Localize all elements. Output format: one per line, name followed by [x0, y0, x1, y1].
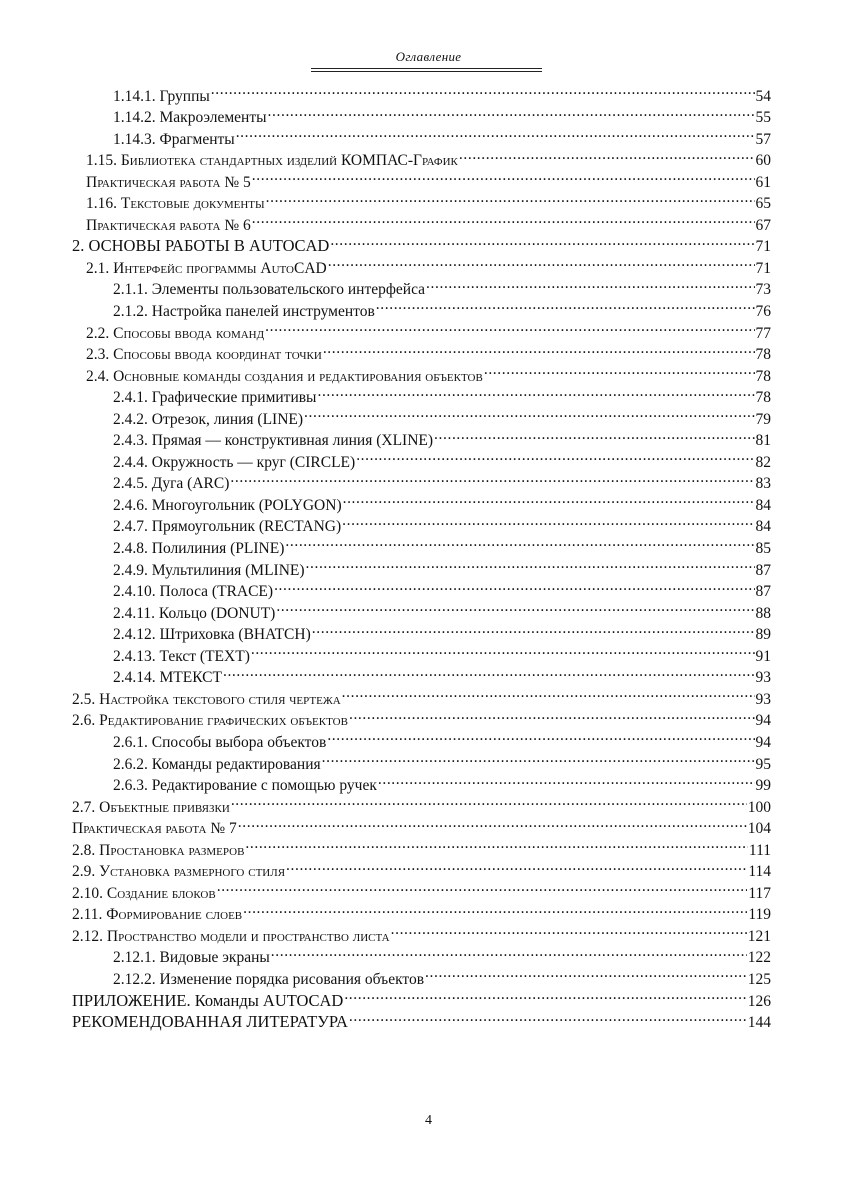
- toc-entry: [113, 575, 771, 601]
- toc-entry: [86, 359, 771, 385]
- toc-entry-title: Практическая работа № 5: [86, 173, 251, 191]
- toc-entry-title: 2.4. Основные команды создания и редактирования объектов: [86, 367, 483, 385]
- dot-leader: [459, 144, 755, 166]
- dot-leader: [343, 488, 755, 510]
- toc-entry-page: 77: [755, 324, 771, 342]
- toc-entry: [86, 316, 771, 342]
- dot-leader: [266, 187, 755, 209]
- toc-entry: [113, 79, 771, 105]
- dot-leader: [230, 467, 754, 489]
- dot-leader: [342, 510, 754, 532]
- toc-entry-title: 2.12.1. Видовые экраны: [113, 949, 270, 967]
- toc-entry-title: 2.2. Способы ввода команд: [86, 324, 265, 342]
- toc-entry-title: 2.6.2. Команды редактирования: [113, 755, 321, 773]
- toc-entry-title: 2.1. Интерфейс программы AutoCAD: [86, 259, 327, 277]
- toc-entry-page: 73: [755, 281, 771, 299]
- toc-entry-page: 122: [747, 949, 771, 967]
- dot-leader: [285, 531, 754, 553]
- page-number: 4: [425, 1113, 432, 1128]
- toc-entry: [86, 251, 771, 277]
- toc-entry-title: 2.4.11. Кольцо (DONUT): [113, 604, 276, 622]
- toc-entry-title: 2.4.5. Дуга (ARC): [113, 475, 230, 493]
- toc-entry-title: 2.6.1. Способы выбора объектов: [113, 733, 327, 751]
- toc-entry: [72, 855, 771, 881]
- dot-leader: [356, 445, 754, 467]
- toc-entry-title: 2.5. Настройка текстового стиля чертежа: [72, 690, 341, 708]
- toc-entry-page: 79: [755, 410, 771, 428]
- dot-leader: [238, 812, 747, 834]
- toc-entry: [86, 187, 771, 213]
- toc-entry-page: 104: [747, 820, 771, 838]
- dot-leader: [304, 402, 754, 424]
- toc-entry-page: 100: [747, 798, 771, 816]
- dot-leader: [223, 661, 755, 683]
- toc-entry-page: 67: [755, 216, 771, 234]
- toc-entry-page: 94: [755, 733, 771, 751]
- toc-entry: [113, 725, 771, 751]
- toc-entry: [113, 618, 771, 644]
- dot-leader: [231, 790, 747, 812]
- toc-entry: [113, 101, 771, 127]
- toc-entry-title: 2.4.13. Текст (TEXT): [113, 647, 250, 665]
- toc-entry-page: 71: [755, 259, 771, 277]
- toc-entry-title: Практическая работа № 6: [86, 216, 251, 234]
- toc-entry-page: 144: [747, 1014, 771, 1032]
- toc-entry-title: 2.12. Пространство модели и пространство листа: [72, 927, 390, 945]
- toc-entry-page: 84: [755, 496, 771, 514]
- toc-entry-title: 2.1.1. Элементы пользовательского интерфейса: [113, 281, 426, 299]
- toc-entry: [113, 747, 771, 773]
- dot-leader: [327, 725, 754, 747]
- toc-entry-title: 2.9. Установка размерного стиля: [72, 863, 286, 881]
- toc-entry-page: 99: [755, 777, 771, 795]
- toc-entry-title: 2.6.3. Редактирование с помощью ручек: [113, 777, 377, 795]
- dot-leader: [251, 639, 755, 661]
- toc-entry-page: 78: [755, 389, 771, 407]
- toc-entry-title: 2.11. Формирование слоев: [72, 906, 243, 924]
- dot-leader: [378, 769, 755, 791]
- toc-entry-page: 84: [755, 518, 771, 536]
- toc-entry-page: 83: [755, 475, 771, 493]
- toc-entry: [86, 144, 771, 170]
- toc-entry: [72, 790, 771, 816]
- toc-entry-page: 111: [748, 841, 771, 859]
- dot-leader: [265, 316, 754, 338]
- dot-leader: [276, 596, 754, 618]
- header-rule: [311, 68, 542, 69]
- toc-entry-page: 91: [755, 647, 771, 665]
- dot-leader: [391, 919, 747, 941]
- toc-entry-page: 95: [755, 755, 771, 773]
- toc-entry-page: 78: [755, 367, 771, 385]
- toc-entry: [113, 941, 771, 967]
- toc-entry-title: РЕКОМЕНДОВАННАЯ ЛИТЕРАТУРА: [72, 1012, 348, 1032]
- toc-entry: [86, 165, 771, 191]
- toc-entry-page: 94: [755, 712, 771, 730]
- toc-entry-title: 2.4.14. МТЕКСТ: [113, 669, 222, 687]
- toc-entry-page: 55: [755, 109, 771, 127]
- toc-entry: [86, 208, 771, 234]
- toc-entry-title: 1.14.3. Фрагменты: [113, 130, 235, 148]
- toc-entry: [113, 445, 771, 471]
- toc-entry: [113, 769, 771, 795]
- dot-leader: [271, 941, 747, 963]
- toc-entry-title: 2.8. Простановка размеров: [72, 841, 245, 859]
- dot-leader: [252, 165, 755, 187]
- toc-entry: [72, 1006, 771, 1032]
- toc-entry-page: 89: [755, 626, 771, 644]
- toc-entry-title: 2.7. Объектные привязки: [72, 798, 230, 816]
- toc-entry-page: 57: [755, 130, 771, 148]
- dot-leader: [306, 553, 755, 575]
- toc-entry-page: 81: [755, 432, 771, 450]
- toc-entry-page: 54: [755, 87, 771, 105]
- toc-entry-page: 93: [755, 690, 771, 708]
- toc-entry: [86, 338, 771, 364]
- toc-entry: [113, 381, 771, 407]
- toc-entry-title: 2.4.3. Прямая — конструктивная линия (XLINE): [113, 432, 434, 450]
- toc-entry-title: 1.14.2. Макроэлементы: [113, 109, 267, 127]
- toc-entry-page: 126: [747, 992, 771, 1010]
- dot-leader: [342, 682, 755, 704]
- toc-entry-title: 2.4.1. Графические примитивы: [113, 389, 317, 407]
- toc-entry-title: 1.14.1. Группы: [113, 87, 210, 105]
- dot-leader: [376, 294, 755, 316]
- dot-leader: [245, 833, 747, 855]
- toc-entry: [113, 294, 771, 321]
- dot-leader: [317, 381, 754, 403]
- dot-leader: [268, 101, 755, 123]
- toc-entry: [72, 704, 771, 730]
- dot-leader: [322, 747, 755, 769]
- toc-entry: [113, 962, 771, 988]
- toc-entry-page: 76: [755, 303, 771, 321]
- toc-entry-title: 2.6. Редактирование графических объектов: [72, 712, 348, 730]
- toc-entry: [72, 833, 771, 859]
- dot-leader: [211, 79, 755, 101]
- toc-entry-title: ПРИЛОЖЕНИЕ. Команды AUTOCAD: [72, 990, 344, 1010]
- dot-leader: [425, 962, 747, 984]
- toc-entry-title: 2.3. Способы ввода координат точки: [86, 346, 322, 364]
- toc-entry-title: 2.4.2. Отрезок, линия (LINE): [113, 410, 304, 428]
- toc-entry: [113, 488, 771, 514]
- toc-entry: [113, 531, 771, 558]
- toc-entry-page: 71: [755, 238, 771, 256]
- dot-leader: [349, 704, 755, 726]
- dot-leader: [252, 208, 755, 230]
- header-rule-lower: [311, 71, 542, 72]
- toc-entry: [113, 553, 771, 579]
- toc-entry-title: 1.16. Текстовые документы: [86, 195, 265, 213]
- dot-leader: [484, 359, 755, 381]
- table-of-contents: [0, 79, 857, 1032]
- header-title: Оглавление: [395, 49, 462, 64]
- toc-entry-title: 2.12.2. Изменение порядка рисования объектов: [113, 970, 425, 988]
- toc-entry: [72, 876, 771, 902]
- toc-entry-page: 87: [755, 561, 771, 579]
- toc-entry-title: 2.4.8. Полилиния (PLINE): [113, 540, 285, 558]
- toc-entry-page: 60: [755, 152, 771, 170]
- toc-entry-title: 2.4.9. Мультилиния (MLINE): [113, 561, 305, 579]
- toc-entry-title: 2.4.12. Штриховка (BHATCH): [113, 626, 311, 644]
- toc-entry: [72, 898, 771, 924]
- toc-entry-title: Практическая работа № 7: [72, 820, 237, 838]
- dot-leader: [236, 122, 755, 144]
- toc-entry: [113, 596, 771, 622]
- dot-leader: [344, 984, 746, 1006]
- toc-entry: [72, 682, 771, 708]
- toc-entry-page: 121: [747, 927, 771, 945]
- toc-entry: [72, 812, 771, 838]
- dot-leader: [274, 575, 754, 597]
- toc-entry-page: 87: [755, 583, 771, 601]
- dot-leader: [286, 855, 747, 877]
- toc-entry-page: 117: [748, 884, 771, 902]
- dot-leader: [426, 273, 754, 295]
- dot-leader: [330, 230, 754, 252]
- dot-leader: [434, 424, 754, 446]
- toc-entry: [72, 919, 771, 945]
- dot-leader: [349, 1006, 747, 1028]
- running-header: [0, 48, 857, 66]
- toc-entry: [113, 467, 771, 493]
- toc-entry-page: 93: [755, 669, 771, 687]
- toc-entry-title: 2.1.2. Настройка панелей инструментов: [113, 303, 375, 321]
- toc-entry-page: 65: [755, 195, 771, 213]
- toc-entry-title: 2.10. Создание блоков: [72, 884, 216, 902]
- dot-leader: [217, 876, 748, 898]
- toc-entry: [113, 661, 771, 687]
- toc-entry-title: 2.4.10. Полоса (TRACE): [113, 583, 274, 601]
- dot-leader: [312, 618, 755, 640]
- toc-entry-page: 119: [748, 906, 771, 924]
- toc-entry-page: 61: [755, 173, 771, 191]
- toc-entry-page: 82: [755, 453, 771, 471]
- toc-entry: [113, 510, 771, 536]
- toc-entry-page: 78: [755, 346, 771, 364]
- toc-entry-title: 2.4.7. Прямоугольник (RECTANG): [113, 518, 342, 536]
- toc-entry: [113, 122, 771, 148]
- toc-entry-title: 2. ОСНОВЫ РАБОТЫ В AUTOCAD: [72, 236, 330, 256]
- toc-entry: [72, 984, 771, 1010]
- toc-entry-title: 2.4.4. Окружность — круг (CIRCLE): [113, 453, 356, 471]
- dot-leader: [243, 898, 747, 920]
- toc-entry: [113, 639, 771, 665]
- dot-leader: [323, 338, 755, 360]
- toc-entry: [113, 402, 771, 428]
- toc-entry-page: 125: [747, 970, 771, 988]
- toc-entry: [113, 424, 771, 450]
- toc-entry-title: 1.15. Библиотека стандартных изделий КОМПАС-График: [86, 152, 458, 170]
- toc-entry-page: 85: [755, 540, 771, 558]
- toc-entry-page: 114: [748, 863, 771, 881]
- dot-leader: [328, 251, 755, 273]
- toc-entry-title: 2.4.6. Многоугольник (POLYGON): [113, 496, 342, 514]
- toc-entry: [113, 273, 771, 299]
- toc-entry: [72, 230, 771, 256]
- toc-entry-page: 88: [755, 604, 771, 622]
